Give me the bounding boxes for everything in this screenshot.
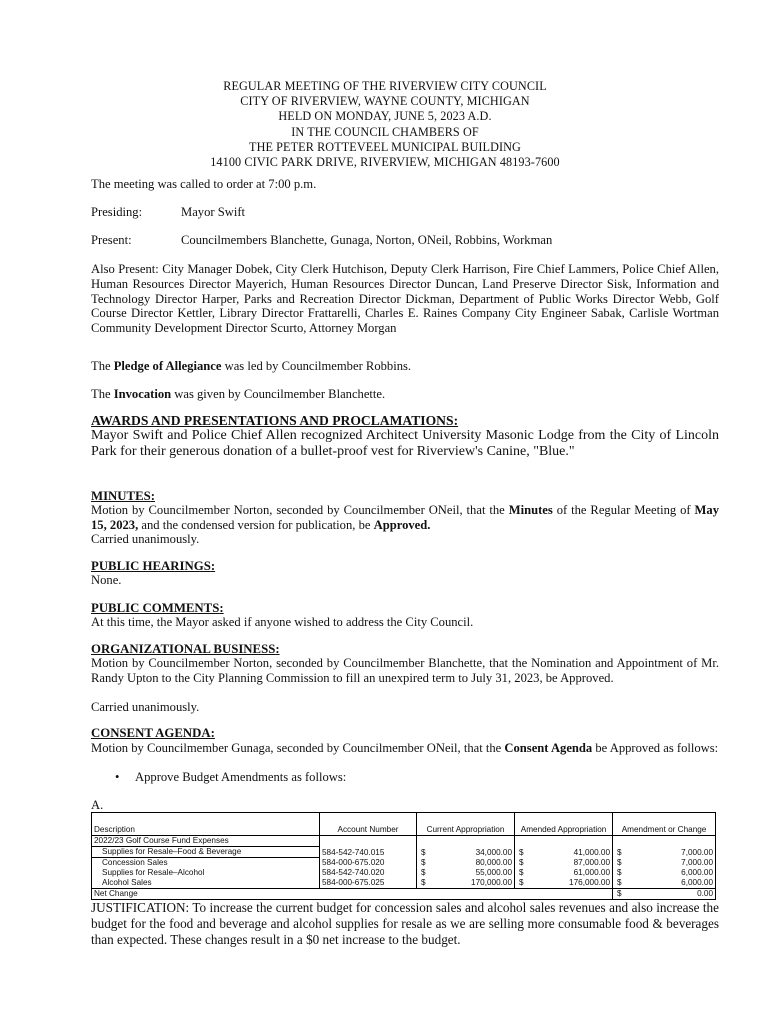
row-current: 80,000.00 xyxy=(475,858,513,867)
minutes-text: of the Regular Meeting of xyxy=(552,503,695,517)
presiding-label: Presiding: xyxy=(91,205,143,219)
currency-sign: $ xyxy=(515,868,527,878)
invocation-text: The xyxy=(91,387,114,401)
awards-body: Mayor Swift and Police Chief Allen recognized Architect University Masonic Lodge from the City of Lincoln Park for their generous donation of a bullet-proof vest for Riverview's Canine, "Blue." xyxy=(91,428,719,459)
table-group-row xyxy=(92,836,716,847)
row-account: 584-000-675.020 xyxy=(320,858,417,869)
table-header-row xyxy=(92,813,716,836)
presiding-row xyxy=(91,205,245,220)
item-letter: A. xyxy=(91,798,104,812)
col-header-description: Description xyxy=(92,813,320,836)
consent-text: be Approved as follows: xyxy=(592,741,719,755)
organizational-body: Motion by Councilmember Norton, seconded by Councilmember Blanchette, that the Nomination and Appointment of Mr. Randy Upton to the City Planning Commission to fill an unexpired term to July 31, 2023, be Approved. xyxy=(91,656,719,685)
row-change: 6,000.00 xyxy=(625,868,716,878)
net-change-value: 0.00 xyxy=(625,889,716,900)
invocation-text-post: was given by Councilmember Blanchette. xyxy=(171,387,386,401)
minutes-bold: May 15, 2023, xyxy=(91,503,720,532)
organizational-heading-text: ORGANIZATIONAL BUSINESS xyxy=(91,642,276,656)
currency-sign: $ xyxy=(613,889,625,900)
header-line: IN THE COUNCIL CHAMBERS OF xyxy=(291,124,479,139)
justification: JUSTIFICATION: To increase the current budget for concession sales and alcohol sales revenues and also increase the budget for the food and beverage and alcohol supplies for resale as we are selling more consumable food & beverages than expected. These changes result in a $0 net increase to the budget. xyxy=(91,900,719,947)
public-comments-heading-text: PUBLIC COMMENTS xyxy=(91,601,220,615)
currency-sign: $ xyxy=(417,878,429,889)
minutes-heading-text: MINUTES xyxy=(91,489,151,503)
pledge-text: The xyxy=(91,359,114,373)
row-account: 584-542-740.015 xyxy=(320,847,417,858)
present-row xyxy=(91,233,552,248)
table-row xyxy=(92,868,716,878)
row-amended: 176,000.00 xyxy=(569,878,611,887)
currency-sign: $ xyxy=(613,847,625,858)
currency-sign: $ xyxy=(613,868,625,878)
header-line: HELD ON MONDAY, JUNE 5, 2023 A.D. xyxy=(278,109,492,124)
minutes-bold: Minutes xyxy=(508,503,553,517)
row-description: Supplies for Resale–Alcohol xyxy=(92,868,320,878)
consent-bullet xyxy=(115,770,346,785)
row-current: 170,000.00 xyxy=(471,878,513,887)
public-hearings-body: None. xyxy=(91,573,122,587)
public-comments-body: At this time, the Mayor asked if anyone wished to address the City Council. xyxy=(91,615,474,629)
currency-sign: $ xyxy=(417,868,429,878)
public-comments-heading: PUBLIC COMMENTS: xyxy=(91,601,224,615)
header-line: CITY OF RIVERVIEW, WAYNE COUNTY, MICHIGAN xyxy=(240,94,530,109)
call-to-order: The meeting was called to order at 7:00 p.m. xyxy=(91,177,317,191)
pledge-bold: Pledge of Allegiance xyxy=(113,359,222,373)
col-header-current: Current Appropriation xyxy=(417,813,515,836)
public-hearings-heading: PUBLIC HEARINGS: xyxy=(91,559,216,573)
public-hearings-heading-text: PUBLIC HEARINGS xyxy=(91,559,211,573)
also-present: Also Present: City Manager Dobek, City Clerk Hutchison, Deputy Clerk Harrison, Fire Chief Lammers, Police Chief Allen, Human Resources Director Mayerich, Human Resources Director Duncan, Land Preserve Director Sisk, Information and Technology Director Harper, Parks and Recreation Director Dickman, Department of Public Works Director Webb, Golf Course Director Kettler, Library Director Frattarelli, Charles E. Raines Company City Engineer Sabak, Carlisle Wortman Community Development Director Scurto, Attorney Morgan xyxy=(91,262,719,336)
invocation-bold: Invocation xyxy=(113,387,172,401)
present-value: Councilmembers Blanchette, Gunaga, Norton, ONeil, Robbins, Workman xyxy=(181,233,553,247)
currency-sign: $ xyxy=(515,847,527,858)
row-current: 34,000.00 xyxy=(475,847,513,857)
row-change: 7,000.00 xyxy=(625,847,716,858)
bullet-icon: • xyxy=(115,770,120,784)
row-account: 584-000-675.025 xyxy=(320,878,417,889)
group-label: 2022/23 Golf Course Fund Expenses xyxy=(92,836,320,847)
row-amended: 87,000.00 xyxy=(573,858,611,867)
row-amended: 41,000.00 xyxy=(573,847,611,857)
organizational-result: Carried unanimously. xyxy=(91,700,200,714)
minutes-bold: Approved. xyxy=(373,517,431,532)
presiding-value: Mayor Swift xyxy=(181,205,246,219)
minutes-body xyxy=(91,503,719,533)
row-description: Supplies for Resale–Food & Beverage xyxy=(92,847,320,858)
minutes-text: Motion by Councilmember Norton, seconded by Councilmember ONeil, that the xyxy=(91,503,509,517)
header-line: 14100 CIVIC PARK DRIVE, RIVERVIEW, MICHIGAN 48193-7600 xyxy=(210,155,560,170)
row-account: 584-542-740.020 xyxy=(320,868,417,878)
consent-text: Motion by Councilmember Gunaga, seconded by Councilmember ONeil, that the xyxy=(91,741,505,755)
row-change: 6,000.00 xyxy=(625,878,716,889)
consent-body xyxy=(91,741,719,756)
pledge-line xyxy=(91,359,411,374)
table-row xyxy=(92,847,716,858)
currency-sign: $ xyxy=(417,847,429,858)
minutes-result: Carried unanimously. xyxy=(91,532,200,546)
organizational-heading: ORGANIZATIONAL BUSINESS: xyxy=(91,642,280,656)
consent-heading: CONSENT AGENDA: xyxy=(91,726,215,740)
currency-sign: $ xyxy=(613,878,625,889)
col-header-change: Amendment or Change xyxy=(613,813,716,836)
currency-sign: $ xyxy=(613,858,625,869)
invocation-line xyxy=(91,387,385,402)
table-net-row xyxy=(92,889,716,900)
col-header-amended: Amended Appropriation xyxy=(515,813,613,836)
meeting-header xyxy=(0,79,770,170)
budget-amendment-table xyxy=(91,812,716,900)
row-change: 7,000.00 xyxy=(625,858,716,869)
currency-sign: $ xyxy=(417,858,429,869)
pledge-text-post: was led by Councilmember Robbins. xyxy=(221,359,412,373)
row-description: Concession Sales xyxy=(92,858,320,869)
row-description: Alcohol Sales xyxy=(92,878,320,889)
currency-sign: $ xyxy=(515,858,527,869)
net-change-label: Net Change xyxy=(92,889,320,900)
header-line: THE PETER ROTTEVEEL MUNICIPAL BUILDING xyxy=(249,139,521,154)
col-header-account: Account Number xyxy=(320,813,417,836)
table-row xyxy=(92,878,716,889)
awards-heading-text: AWARDS AND PRESENTATIONS AND PROCLAMATIONS xyxy=(91,413,454,428)
consent-heading-text: CONSENT AGENDA xyxy=(91,726,211,740)
minutes-heading: MINUTES: xyxy=(91,489,155,503)
minutes-text: and the condensed version for publication, be xyxy=(138,517,374,532)
table-row xyxy=(92,858,716,869)
row-amended: 61,000.00 xyxy=(573,868,611,877)
consent-bullet-text: Approve Budget Amendments as follows: xyxy=(135,770,347,784)
consent-bold: Consent Agenda xyxy=(504,741,593,755)
awards-heading: AWARDS AND PRESENTATIONS AND PROCLAMATIONS: xyxy=(91,413,459,428)
row-current: 55,000.00 xyxy=(475,868,513,877)
present-label: Present: xyxy=(91,233,132,247)
header-line: REGULAR MEETING OF THE RIVERVIEW CITY COUNCIL xyxy=(223,79,547,93)
currency-sign: $ xyxy=(515,878,527,889)
